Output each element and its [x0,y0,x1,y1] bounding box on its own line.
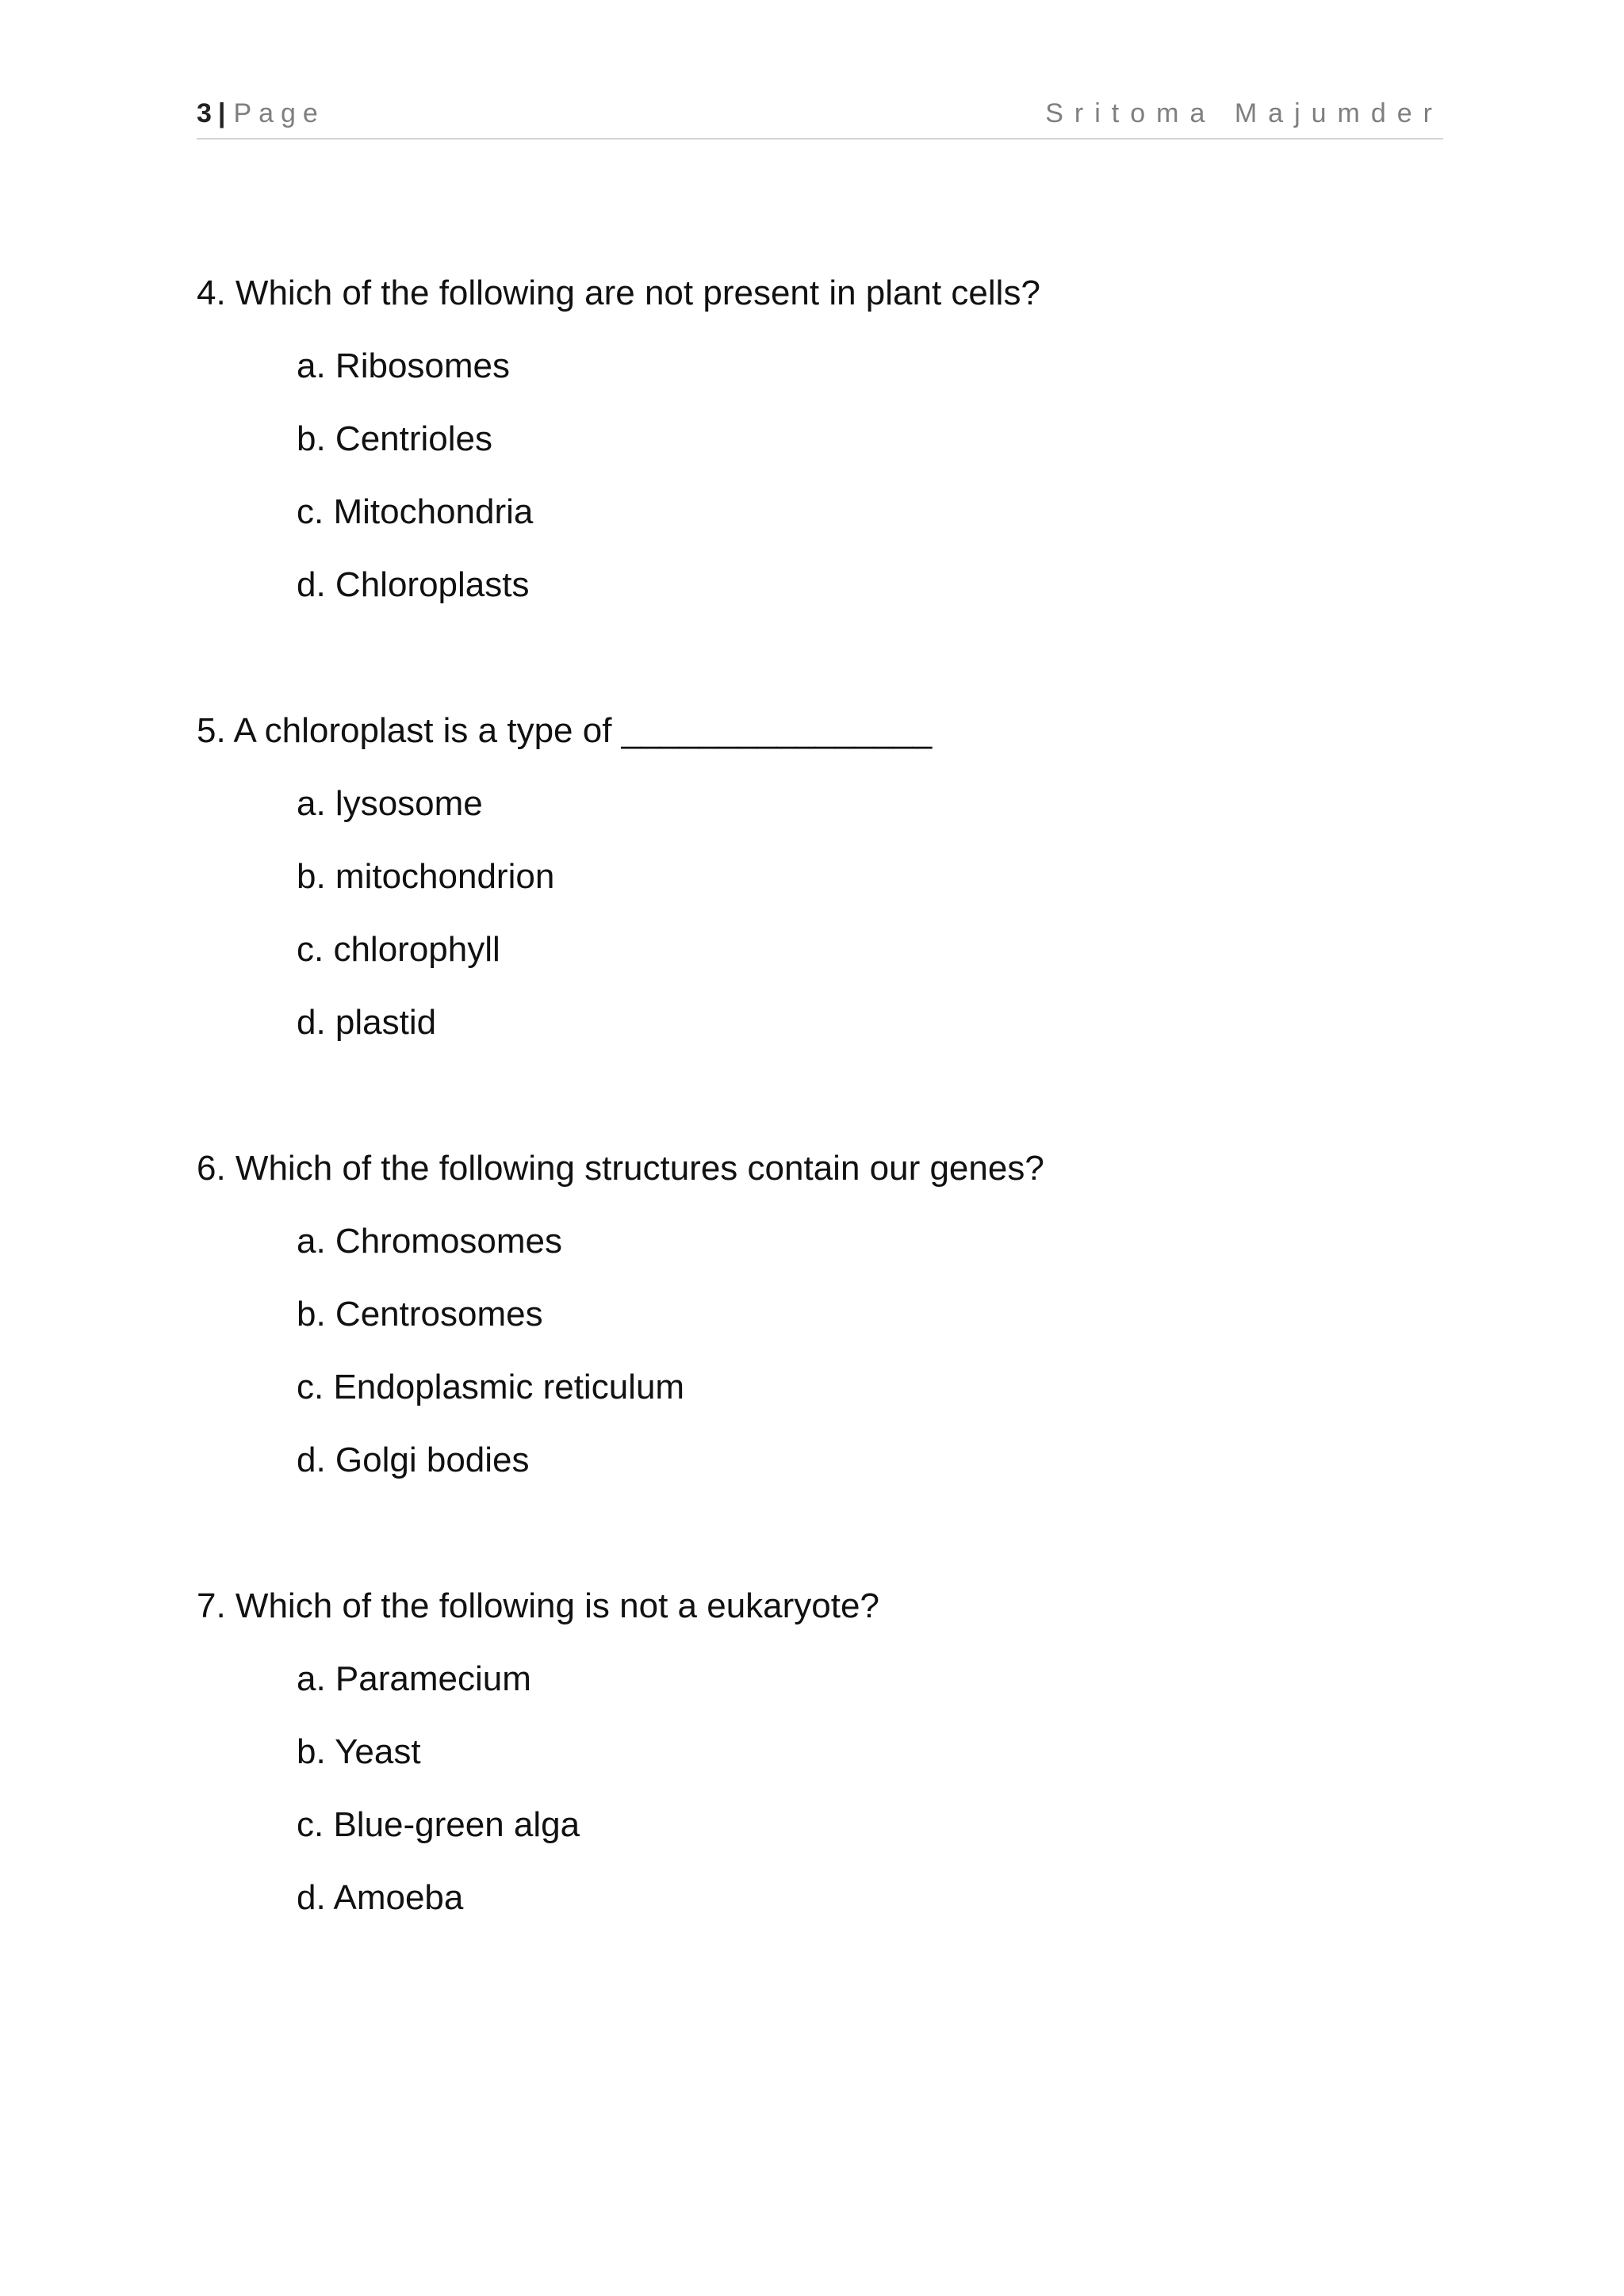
header-separator: | [217,98,226,128]
answer-option: d. Amoeba [297,1878,464,1917]
answer-option: c. Blue-green alga [297,1805,580,1844]
answer-option: c. Endoplasmic reticulum [297,1368,685,1406]
answer-option: a. Chromosomes [297,1222,563,1261]
answer-option: c. Mitochondria [297,492,534,531]
question-7 [197,1576,1434,1941]
answer-option: b. Centrosomes [297,1295,543,1334]
page-header [197,94,1443,140]
answer-option: b. mitochondrion [297,857,555,896]
answer-options [197,1649,1434,1941]
question-4 [197,263,1434,628]
question-text: 5. A chloroplast is a type of ________________ [197,711,933,750]
answer-option: b. Yeast [297,1732,421,1771]
answer-option: b. Centrioles [297,419,493,458]
question-text: 7. Which of the following is not a eukaryote? [197,1586,879,1625]
answer-options [197,336,1434,628]
answer-option: d. plastid [297,1003,437,1042]
page-number: 3 [197,98,212,128]
question-list [197,263,1434,2014]
answer-option: d. Golgi bodies [297,1441,530,1479]
page-number-label [197,98,325,129]
answer-option: c. chlorophyll [297,930,500,969]
answer-options [197,1211,1434,1503]
author-name: Sritoma Majumder [1045,98,1443,128]
question-5 [197,701,1434,1066]
question-text: 6. Which of the following structures contain our genes? [197,1149,1044,1188]
answer-option: a. Paramecium [297,1659,531,1698]
question-text: 4. Which of the following are not present in plant cells? [197,274,1040,312]
answer-option: a. lysosome [297,784,483,823]
answer-option: d. Chloroplasts [297,565,530,604]
answer-option: a. Ribosomes [297,346,511,385]
answer-options [197,774,1434,1066]
question-6 [197,1138,1434,1503]
page-word: Page [233,98,325,128]
